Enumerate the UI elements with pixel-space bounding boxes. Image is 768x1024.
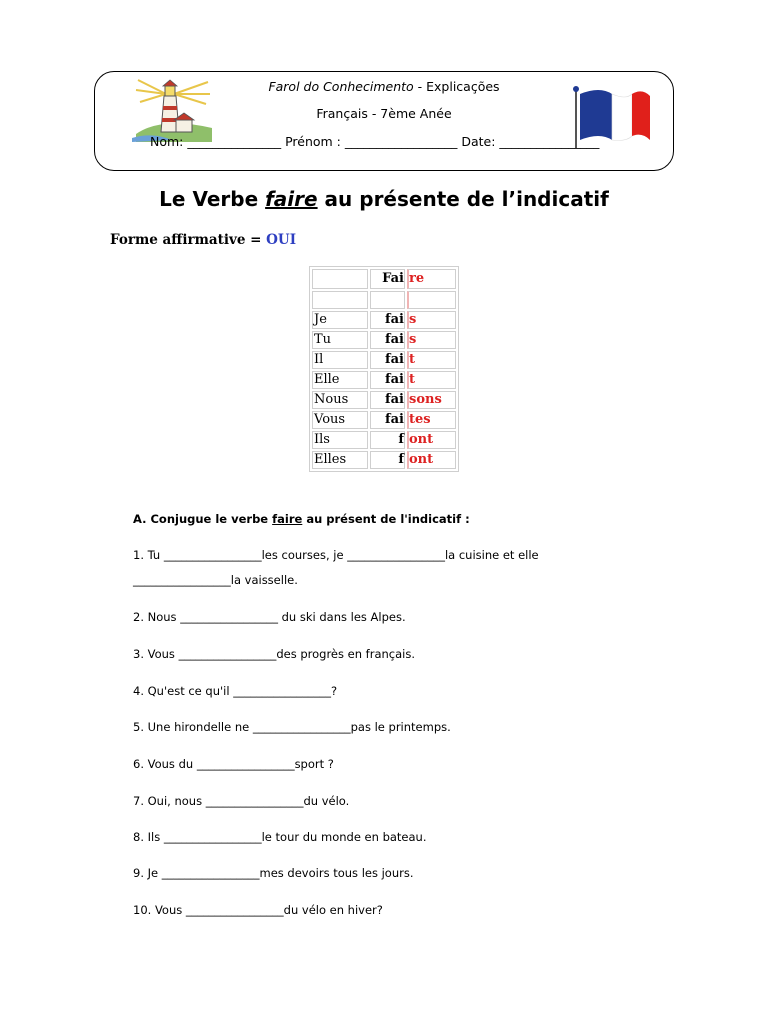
instr-suffix: au présent de l'indicatif : [302,512,470,526]
pronoun-cell: Elles [312,451,368,469]
conjugation-table [309,266,459,472]
table-row [312,391,456,409]
exercise-item: 2. Nous _________________ du ski dans les Alpes. [133,610,406,624]
exercise-item: 9. Je _________________mes devoirs tous les jours. [133,866,414,880]
pronoun-cell: Ils [312,431,368,449]
stem-cell: f [370,451,405,469]
ending-cell: t [407,351,456,369]
pronoun-cell: Elle [312,371,368,389]
ending-cell: t [407,371,456,389]
ending-cell: s [407,331,456,349]
table-head-stem: Fai [370,269,405,289]
stem-cell: fai [370,311,405,329]
exercise-item: 10. Vous _________________du vélo en hiver? [133,903,383,917]
stem-cell: fai [370,371,405,389]
exercise-instruction [133,512,470,526]
exercise-item: 7. Oui, nous _________________du vélo. [133,794,350,808]
table-row [312,311,456,329]
forme-oui: OUI [266,232,297,248]
exercise-item: 6. Vous du _________________sport ? [133,757,334,771]
table-header-row [312,269,456,289]
title-prefix: Le Verbe [159,187,266,211]
ending-cell: ont [407,431,456,449]
exercise-item: 4. Qu'est ce qu'il _________________? [133,684,338,698]
header-org: Farol do Conhecimento [268,79,414,94]
table-cell [312,269,368,289]
table-row [312,351,456,369]
exercise-item: _________________la vaisselle. [133,573,298,587]
table-blank-row [312,291,456,309]
exercise-item: 8. Ils _________________le tour du monde en bateau. [133,830,427,844]
header-org-line [0,79,768,94]
exercise-item: 1. Tu _________________les courses, je _________________la cuisine et elle [133,548,539,562]
table-row [312,411,456,429]
stem-cell: fai [370,351,405,369]
pronoun-cell: Vous [312,411,368,429]
stem-cell: fai [370,411,405,429]
header-org-suffix: - Explicações [413,79,500,94]
table-row [312,431,456,449]
exercise-item: 3. Vous _________________des progrès en français. [133,647,415,661]
pronoun-cell: Tu [312,331,368,349]
ending-cell: tes [407,411,456,429]
table-row [312,371,456,389]
header-subtitle: Français - 7ème Anée [316,106,452,121]
table-row [312,451,456,469]
table-cell [407,291,456,309]
table-cell [312,291,368,309]
stem-cell: fai [370,391,405,409]
table-row [312,331,456,349]
pronoun-cell: Je [312,311,368,329]
instr-verb: faire [272,512,303,526]
page-title [0,187,768,211]
forme-label [110,232,296,248]
forme-text: Forme affirmative = [110,232,267,248]
exercise-item: 5. Une hirondelle ne _________________pas le printemps. [133,720,451,734]
table-head-ending: re [407,269,456,289]
ending-cell: ont [407,451,456,469]
stem-cell: fai [370,331,405,349]
pronoun-cell: Il [312,351,368,369]
title-suffix: au présente de l’indicatif [317,187,609,211]
table-cell [370,291,405,309]
header-fields: Nom: _______________ Prénom : __________________ Date: ________________ [150,134,600,149]
pronoun-cell: Nous [312,391,368,409]
stem-cell: f [370,431,405,449]
ending-cell: s [407,311,456,329]
ending-cell: sons [407,391,456,409]
title-verb: faire [265,187,318,211]
instr-prefix: A. Conjugue le verbe [133,512,273,526]
table-body [312,311,456,469]
